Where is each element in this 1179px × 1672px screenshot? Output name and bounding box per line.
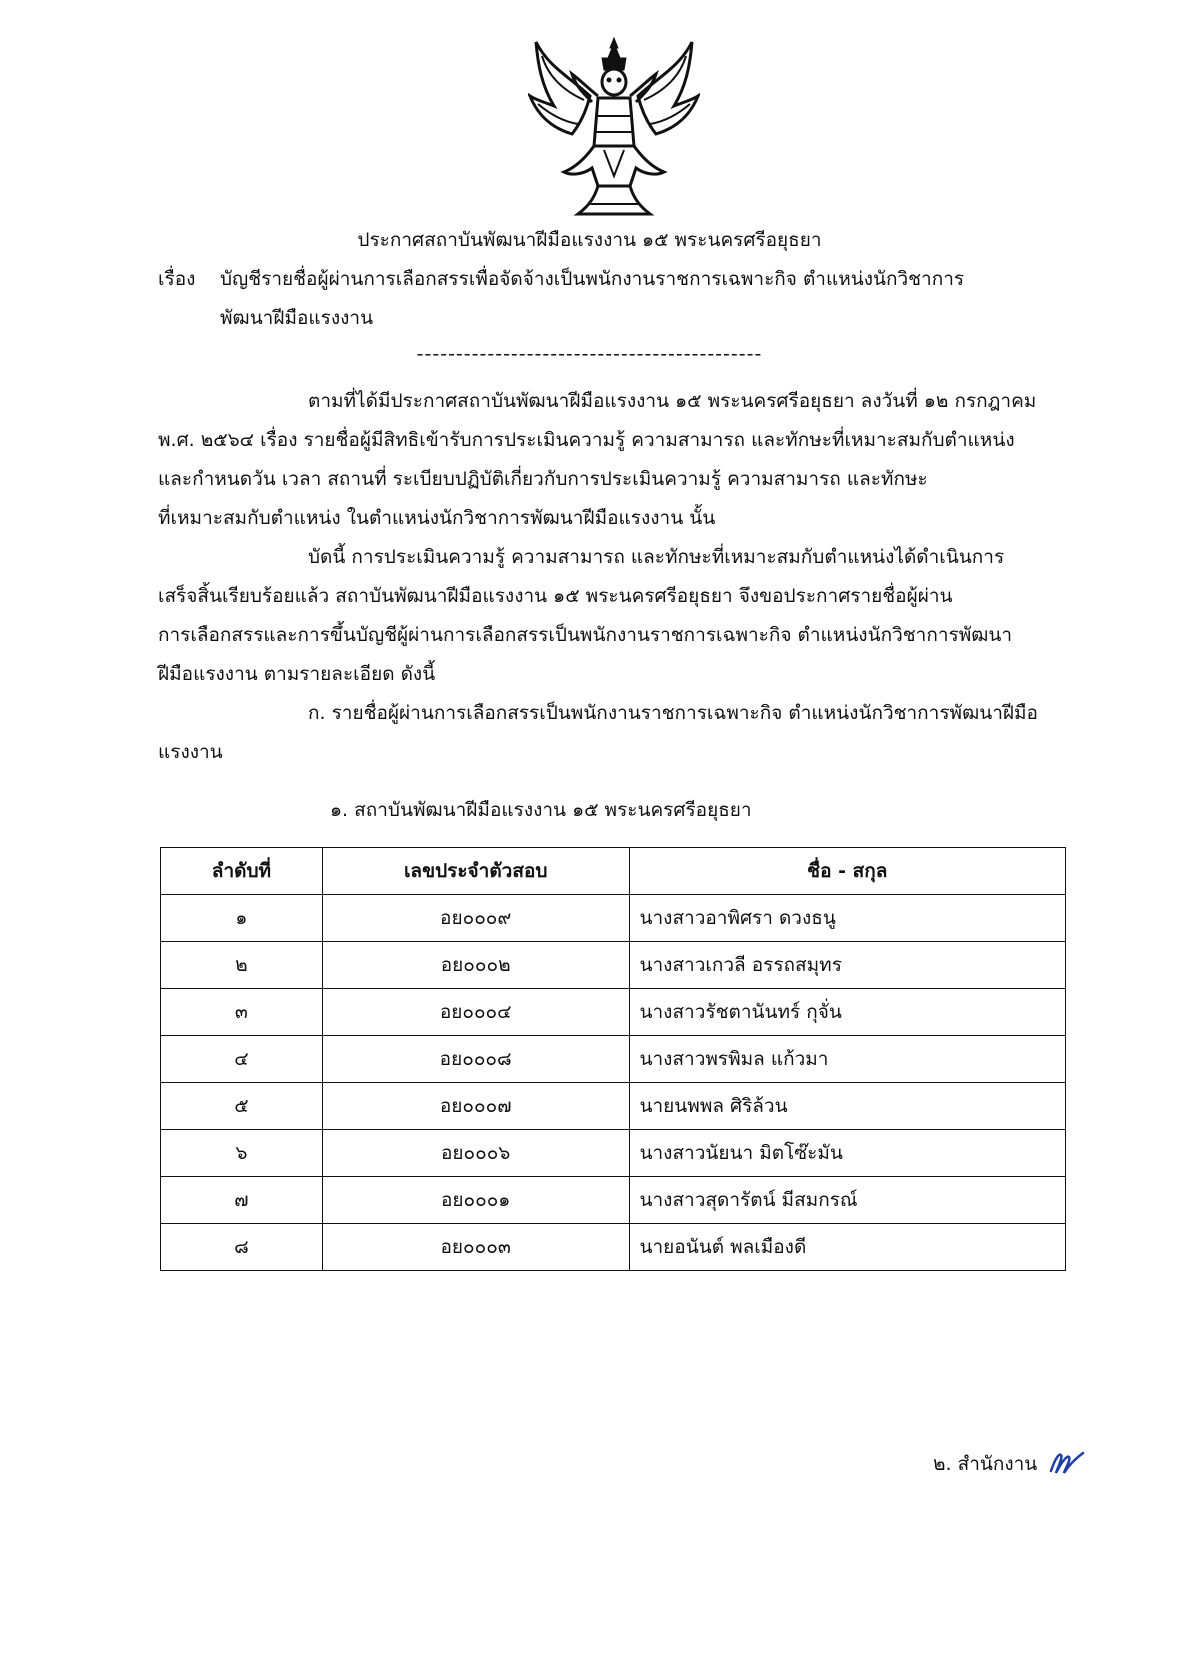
table-header-row <box>161 848 1066 895</box>
cell-full-name: นางสาวเกวลี อรรถสมุทร <box>629 942 1065 989</box>
table-row <box>161 989 1066 1036</box>
continuation-note: ๒. สำนักงาน <box>933 1453 1038 1475</box>
paragraph-line: บัดนี้ การประเมินความรู้ ความสามารถ และทักษะที่เหมาะสมกับตำแหน่งได้ดำเนินการ <box>308 546 1005 568</box>
cell-exam-id: อย๐๐๐๗ <box>322 1083 629 1130</box>
cell-order: ๑ <box>161 895 323 942</box>
table-row <box>161 1130 1066 1177</box>
cell-full-name: นางสาวรัชตานันทร์ กุจั่น <box>629 989 1065 1036</box>
table-row <box>161 895 1066 942</box>
paragraph-line: ก. รายชื่อผู้ผ่านการเลือกสรรเป็นพนักงานราชการเฉพาะกิจ ตำแหน่งนักวิชาการพัฒนาฝีมือ <box>308 702 1038 724</box>
cell-full-name: นางสาวพรพิมล แก้วมา <box>629 1036 1065 1083</box>
cell-exam-id: อย๐๐๐๖ <box>322 1130 629 1177</box>
table-row <box>161 942 1066 989</box>
cell-order: ๘ <box>161 1224 323 1271</box>
cell-exam-id: อย๐๐๐๒ <box>322 942 629 989</box>
table-row <box>161 1177 1066 1224</box>
cell-exam-id: อย๐๐๐๑ <box>322 1177 629 1224</box>
section-title: ๑. สถาบันพัฒนาฝีมือแรงงาน ๑๕ พระนครศรีอยุธยา <box>330 799 752 821</box>
paragraph-line: เสร็จสิ้นเรียบร้อยแล้ว สถาบันพัฒนาฝีมือแรงงาน ๑๕ พระนครศรีอยุธยา จึงขอประกาศรายชื่อผู้ผ่าน <box>158 585 953 607</box>
subject-label: เรื่อง <box>158 268 196 290</box>
cell-order: ๗ <box>161 1177 323 1224</box>
paragraph-line: ตามที่ได้มีประกาศสถาบันพัฒนาฝีมือแรงงาน ๑๕ พระนครศรีอยุธยา ลงวันที่ ๑๒ กรกฎาคม <box>308 390 1037 412</box>
header-full-name: ชื่อ - สกุล <box>629 848 1065 895</box>
cell-exam-id: อย๐๐๐๓ <box>322 1224 629 1271</box>
header-exam-id: เลขประจำตัวสอบ <box>322 848 629 895</box>
paragraph-line: การเลือกสรรและการขึ้นบัญชีผู้ผ่านการเลือกสรรเป็นพนักงานราชการเฉพาะกิจ ตำแหน่งนักวิชาการพัฒนา <box>158 624 1013 646</box>
table-row <box>161 1036 1066 1083</box>
paragraph-line: และกำหนดวัน เวลา สถานที่ ระเบียบปฏิบัติเกี่ยวกับการประเมินความรู้ ความสามารถ และทักษะ <box>158 468 928 490</box>
header-order: ลำดับที่ <box>161 848 323 895</box>
table-row <box>161 1224 1066 1271</box>
subject-line-1: บัญชีรายชื่อผู้ผ่านการเลือกสรรเพื่อจัดจ้างเป็นพนักงานราชการเฉพาะกิจ ตำแหน่งนักวิชาการ <box>220 268 965 290</box>
cell-exam-id: อย๐๐๐๔ <box>322 989 629 1036</box>
cell-full-name: นางสาวอาพิศรา ดวงธนู <box>629 895 1065 942</box>
cell-exam-id: อย๐๐๐๘ <box>322 1036 629 1083</box>
subject-line-2: พัฒนาฝีมือแรงงาน <box>220 307 374 329</box>
cell-order: ๓ <box>161 989 323 1036</box>
garuda-emblem-icon <box>528 36 700 222</box>
separator-line: -------------------------------------------- <box>416 343 763 365</box>
cell-exam-id: อย๐๐๐๙ <box>322 895 629 942</box>
cell-full-name: นางสาวสุดารัตน์ มีสมกรณ์ <box>629 1177 1065 1224</box>
cell-full-name: นางสาวนัยนา มิตโซ๊ะมัน <box>629 1130 1065 1177</box>
cell-full-name: นายนพพล ศิริล้วน <box>629 1083 1065 1130</box>
paragraph-line: พ.ศ. ๒๕๖๔ เรื่อง รายชื่อผู้มีสิทธิเข้ารับการประเมินความรู้ ความสามารถ และทักษะที่เหมาะสมกับตำแหน่ง <box>158 429 1015 451</box>
candidate-table <box>160 847 1066 1271</box>
table-row <box>161 1083 1066 1130</box>
paragraph-line: แรงงาน <box>158 741 223 763</box>
cell-full-name: นายอนันต์ พลเมืองดี <box>629 1224 1065 1271</box>
cell-order: ๒ <box>161 942 323 989</box>
cell-order: ๖ <box>161 1130 323 1177</box>
signature-icon <box>1047 1449 1087 1477</box>
cell-order: ๕ <box>161 1083 323 1130</box>
announcement-title: ประกาศสถาบันพัฒนาฝีมือแรงงาน ๑๕ พระนครศรีอยุธยา <box>357 229 822 251</box>
paragraph-line: ที่เหมาะสมกับตำแหน่ง ในตำแหน่งนักวิชาการพัฒนาฝีมือแรงงาน นั้น <box>158 507 716 529</box>
cell-order: ๔ <box>161 1036 323 1083</box>
paragraph-line: ฝีมือแรงงาน ตามรายละเอียด ดังนี้ <box>158 663 436 685</box>
